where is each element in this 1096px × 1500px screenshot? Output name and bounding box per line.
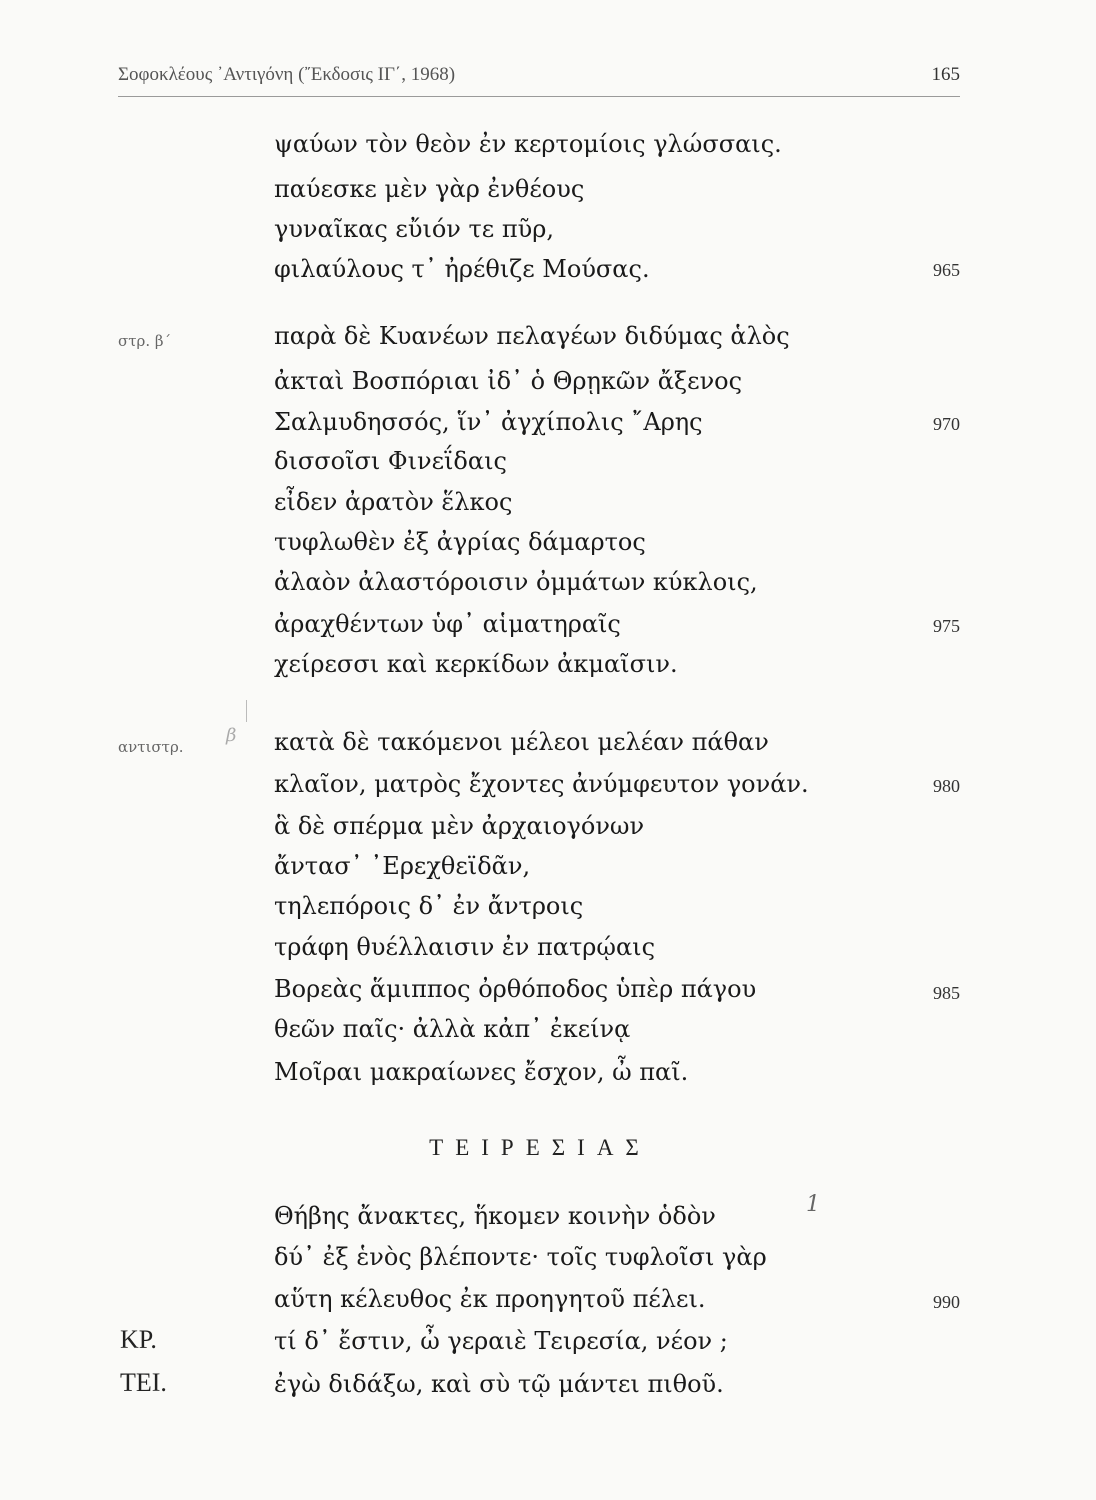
verse-line: παύεσκε μὲν γὰρ ἐνθέους — [274, 175, 585, 203]
verse-line: ἐγὼ διδάξω, καὶ σὺ τῷ μάντει πιθοῦ. — [274, 1370, 724, 1398]
page-number: 165 — [931, 64, 960, 85]
verse-line: δύ᾿ ἐξ ἑνὸς βλέποντε· τοῖς τυφλοῖσι γὰρ — [274, 1243, 767, 1271]
line-number: 980 — [933, 776, 960, 796]
pencil-mark: 1 — [806, 1192, 820, 1217]
running-title: Σοφοκλέους ᾿Αντιγόνη (῎Εκδοσις ΙΓ΄, 1968) — [118, 64, 456, 85]
verse-line: Μοῖραι μακραίωνες ἔσχον, ὦ παῖ. — [274, 1058, 689, 1086]
verse-line: κατὰ δὲ τακόμενοι μέλεοι μελέαν πάθαν — [274, 728, 769, 756]
verse-line: θεῶν παῖς· ἀλλὰ κἀπ᾿ ἐκείνᾳ — [274, 1015, 631, 1043]
verse-line: γυναῖκας εὔιόν τε πῦρ, — [274, 215, 554, 243]
verse-line: αὕτη κέλευθος ἐκ προηγητοῦ πέλει. — [274, 1285, 706, 1313]
verse-line: Θήβης ἄνακτες, ἥκομεν κοινὴν ὁδὸν — [274, 1202, 716, 1230]
verse-line: φιλαύλους τ᾿ ἠρέθιζε Μούσας. — [274, 255, 650, 283]
verse-line: παρὰ δὲ Κυανέων πελαγέων διδύμας ἁλὸς — [274, 322, 790, 350]
verse-line: τί δ᾿ ἔστιν, ὦ γεραιὲ Τειρεσία, νέον ; — [274, 1327, 728, 1355]
pencil-stroke — [246, 700, 247, 722]
speaker-heading: ΤΕΙΡΕΣΙΑΣ — [429, 1135, 651, 1160]
verse-line: ἀραχθέντων ὑφ᾿ αἱματηραῖς — [274, 610, 621, 638]
verse-line: χείρεσσι καὶ κερκίδων ἀκμαῖσιν. — [274, 650, 678, 678]
verse-line: δισσοῖσι Φινεΐδαις — [274, 447, 507, 475]
verse-line: Βορεὰς ἅμιππος ὀρθόποδος ὑπὲρ πάγου — [274, 975, 757, 1003]
running-header — [118, 60, 960, 97]
speaker-label: ΤΕΙ. — [120, 1368, 167, 1397]
line-number: 970 — [933, 414, 960, 434]
antistrophe-label: αντιστρ. — [118, 738, 184, 756]
speaker-label: ΚΡ. — [120, 1325, 157, 1354]
verse-line: ψαύων τὸν θεὸν ἐν κερτομίοις γλώσσαις. — [274, 130, 782, 158]
line-number: 975 — [933, 616, 960, 636]
verse-line: τράφη θυέλλαισιν ἐν πατρῴαις — [274, 933, 656, 961]
verse-line: εἶδεν ἀρατὸν ἕλκος — [274, 488, 513, 516]
line-number: 965 — [933, 260, 960, 280]
strophe-label: στρ. β΄ — [118, 332, 172, 350]
verse-line: ἀλαὸν ἀλαστόροισιν ὀμμάτων κύκλοις, — [274, 568, 758, 596]
verse-line: ἀκταὶ Βοσπόριαι ἰδ᾿ ὁ Θρῃκῶν ἄξενος — [274, 367, 743, 395]
line-number: 990 — [933, 1292, 960, 1312]
pencil-mark: β — [226, 725, 237, 746]
verse-line: τυφλωθὲν ἐξ ἀγρίας δάμαρτος — [274, 528, 646, 556]
verse-line: κλαῖον, ματρὸς ἔχοντες ἀνύμφευτον γονάν. — [274, 770, 809, 798]
verse-line: ἄντασ᾿ ᾿Ερεχθεϊδᾶν, — [274, 852, 531, 880]
verse-line: τηλεπόροις δ᾿ ἐν ἄντροις — [274, 892, 584, 920]
line-number: 985 — [933, 983, 960, 1003]
verse-line: ἃ δὲ σπέρμα μὲν ἀρχαιογόνων — [274, 812, 645, 840]
verse-line: Σαλμυδησσός, ἵν᾿ ἀγχίπολις ῎Αρης — [274, 408, 703, 436]
